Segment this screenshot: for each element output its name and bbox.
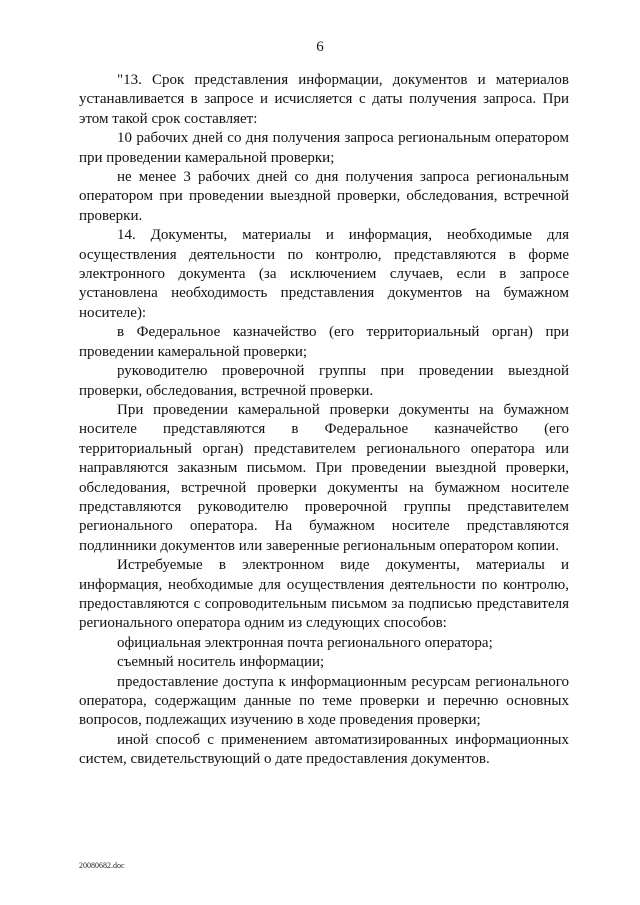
paragraph-paper-documents: При проведении камеральной проверки документы на бумажном носителе представляются в Федеральное казначейство (его территориальный орган) представителем регионального оператора или направляются заказным письмом. При проведении выездной проверки, обследования, встречной проверки документы на бумажном носителе представляются руководителю проверочной группы представителем регионального оператора. На бумажном носителе представляются подлинники документов или заверенные региональным оператором копии. bbox=[79, 401, 569, 554]
list-item-other-method: иной способ с применением автоматизированных информационных систем, свидетельствующий о дате предоставления документов. bbox=[79, 731, 569, 768]
paragraph-electronic-documents: Истребуемые в электронном виде документы, материалы и информация, необходимые для осуществления деятельности по контролю, предоставляются с сопроводительным письмом за подписью представителя регионального оператора одним из следующих способов: bbox=[79, 557, 569, 632]
list-item-resource-access: предоставление доступа к информационным ресурсам регионального оператора, содержащим данные по теме проверки и перечню основных вопросов, подлежащих изучению в ходе проведения проверки; bbox=[79, 673, 569, 729]
list-item-email: официальная электронная почта регионального оператора; bbox=[117, 634, 493, 651]
paragraph-13-desk-audit: 10 рабочих дней со дня получения запроса региональным оператором при проведении камеральной проверки; bbox=[79, 130, 569, 166]
footer-filename: 20080682.doc bbox=[79, 861, 125, 870]
paragraph-13: "13. Срок представления информации, документов и материалов устанавливается в запросе и исчисляется с даты получения запроса. При этом такой срок составляет: bbox=[79, 72, 569, 127]
paragraph-14: 14. Документы, материалы и информация, необходимые для осуществления деятельности по контролю, представляются в форме электронного документа (за исключением случаев, если в запросе установлена необходимость представления документов на бумажном носителе): bbox=[79, 227, 569, 321]
document-body bbox=[79, 71, 569, 770]
paragraph-14-treasury: в Федеральное казначейство (его территориальный орган) при проведении камеральной проверки; bbox=[79, 324, 569, 360]
paragraph-13-field-audit: не менее 3 рабочих дней со дня получения запроса региональным оператором при проведении выездной проверки, обследования, встречной проверки. bbox=[79, 169, 569, 224]
list-item-removable-media: съемный носитель информации; bbox=[117, 654, 325, 671]
paragraph-14-group-leader: руководителю проверочной группы при проведении выездной проверки, обследования, встречной проверки. bbox=[79, 363, 569, 399]
page-number: 6 bbox=[316, 39, 324, 55]
